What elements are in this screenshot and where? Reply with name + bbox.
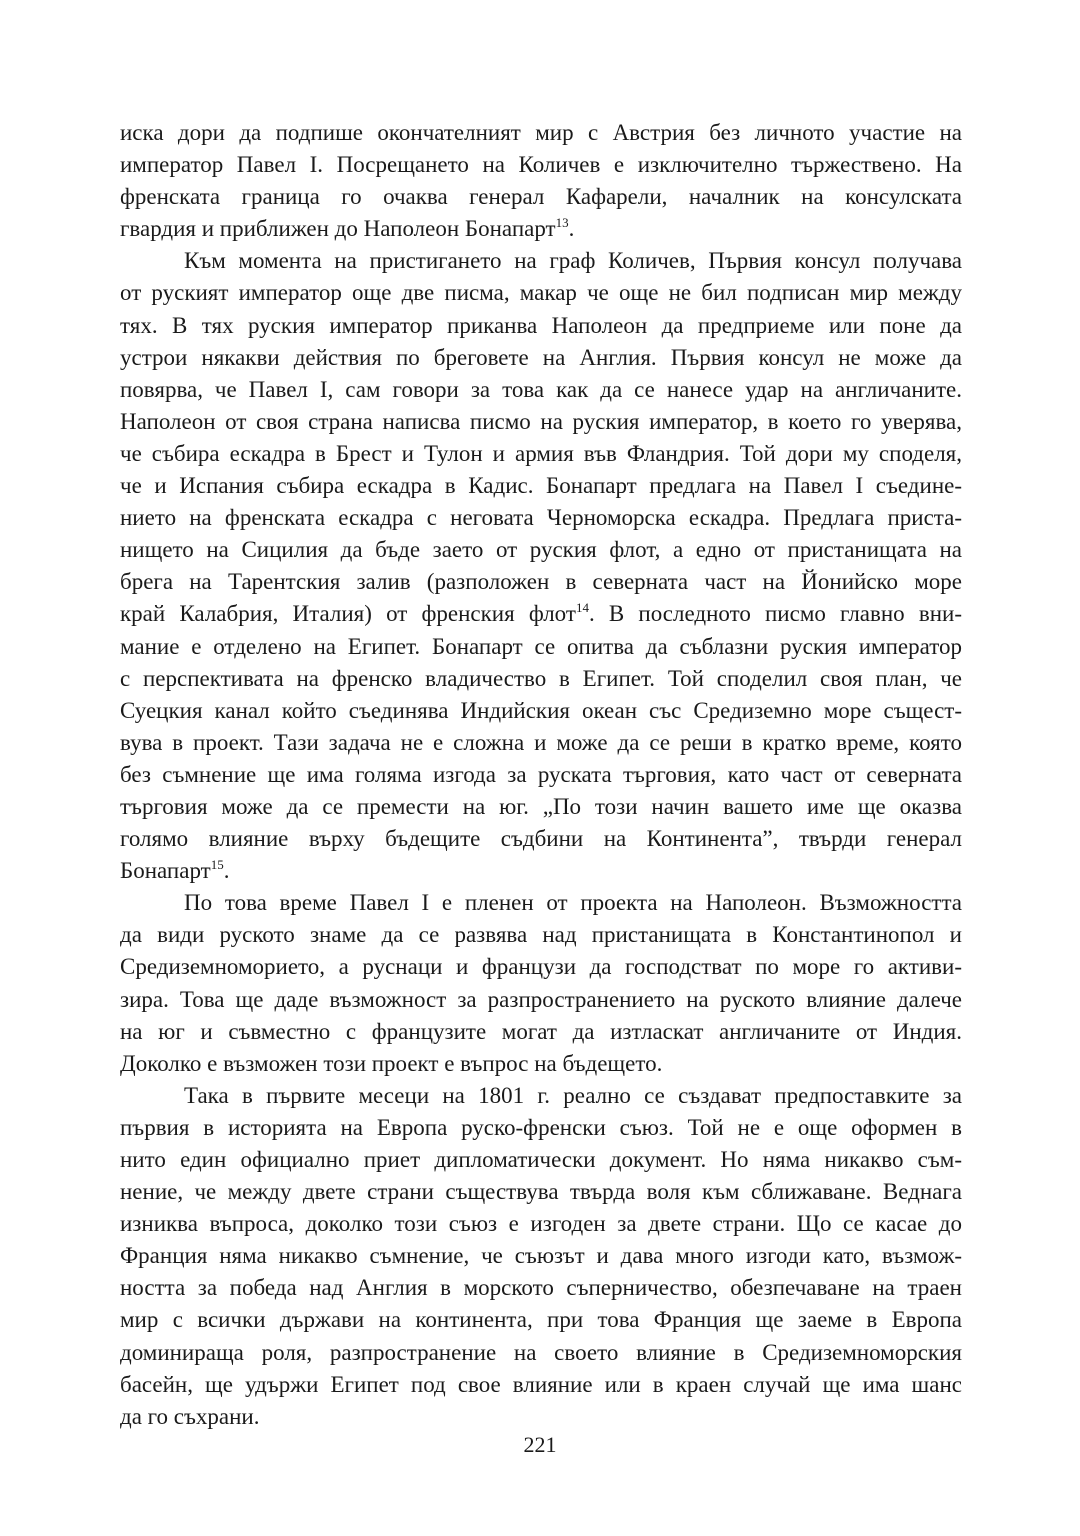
- line-text: иска дори да подпише окончателният мир с Австрия без личното участие на: [120, 120, 962, 145]
- line-text: да види руското знаме да се развява над пристанищата в Константинопол и: [120, 922, 962, 948]
- text-line: [120, 984, 962, 1016]
- line-text: търговия може да се премести на юг. „По този начин вашето име ще оказва: [120, 793, 962, 819]
- text-line: [120, 1401, 962, 1433]
- text-line: [120, 1208, 962, 1240]
- paragraph: [120, 117, 962, 245]
- text-line: [120, 310, 962, 342]
- line-text: нение, че между двете страни съществува твърда воля към сближаване. Веднага: [120, 1179, 962, 1205]
- footnote-ref: 15: [210, 857, 224, 873]
- footnote-ref: 13: [555, 215, 569, 231]
- text-line: [120, 502, 962, 534]
- line-text: император Павел I. Посрещането на Количев е изключително тържествено. На: [120, 152, 962, 178]
- text-line: [120, 887, 962, 919]
- line-text: от руският император още две писма, макар че още не бил подписан мир между: [120, 280, 962, 306]
- line-text: край Калабрия, Италия) от френския флот: [120, 601, 576, 627]
- line-text: зира. Това ще даде възможност за разпространението на руското влияние далече: [120, 986, 962, 1012]
- text-line: [120, 951, 962, 983]
- line-text: Доколко е възможен този проект е въпрос на бъдещето.: [120, 1050, 663, 1076]
- text-line: [120, 470, 962, 502]
- paragraph: [120, 245, 962, 887]
- text-line: [120, 1048, 962, 1080]
- line-text: Франция няма никакво съмнение, че съюзът и дава много изгоди като, възмож-: [120, 1243, 962, 1269]
- text-line: [120, 823, 962, 855]
- line-text: Така в първите месеци на 1801 г. реално се създават предпоставките за: [184, 1082, 962, 1108]
- line-text: мание е отделено на Египет. Бонапарт се опитва да съблазни руския император: [120, 633, 962, 659]
- line-text: басейн, ще удържи Египет под свое влияние или в краен случай ще има шанс: [120, 1371, 962, 1397]
- line-text: Средиземноморието, а руснаци и французи да господстват по море го активи-: [120, 954, 962, 980]
- line-text: нието на френската ескадра с неговата Черноморска ескадра. Предлага приста-: [120, 505, 962, 531]
- text-line: [120, 919, 962, 951]
- line-text-tail: .: [223, 858, 230, 884]
- text-line: [120, 374, 962, 406]
- text-line: [120, 695, 962, 727]
- text-line: [120, 855, 962, 887]
- line-text: на юг и съвместно с французите могат да изтласкат англичаните от Индия.: [120, 1018, 962, 1044]
- line-text-tail: . В последното писмо главно вни-: [588, 601, 962, 627]
- line-text: Суецкия канал който съединява Индийския океан със Средиземно море същест-: [120, 697, 962, 723]
- text-line: [120, 791, 962, 823]
- text-line: [120, 117, 962, 149]
- text-line: [120, 1337, 962, 1369]
- text-line: [120, 438, 962, 470]
- line-text: че събира ескадра в Брест и Тулон и армия във Фландрия. Той дори му споделя,: [120, 440, 962, 466]
- line-text: Бонапарт: [120, 858, 211, 884]
- text-line: [120, 631, 962, 663]
- text-line: [120, 1369, 962, 1401]
- line-text: Наполеон от своя страна написва писмо на руския император, в което го уверява,: [120, 408, 962, 434]
- line-text: повярва, че Павел I, сам говори за това как да се нанесе удар на англичаните.: [120, 376, 962, 402]
- line-text: първия в историята на Европа руско-френски съюз. Той не е още оформен в: [120, 1114, 962, 1140]
- line-text: доминираща роля, разпространение на своето влияние в Средиземноморския: [120, 1339, 962, 1365]
- line-text: Към момента на пристигането на граф Количев, Първия консул получава: [184, 248, 962, 274]
- text-line: [120, 663, 962, 695]
- line-text: мир с всички държави на континента, при това Франция ще заеме в Европа: [120, 1307, 962, 1333]
- text-line: [120, 759, 962, 791]
- line-text: гвардия и приближен до Наполеон Бонапарт: [120, 216, 556, 242]
- line-text: брега на Тарентския залив (разположен в северната част на Йонийско море: [120, 569, 962, 595]
- text-line: [120, 727, 962, 759]
- paragraph: [120, 887, 962, 1080]
- line-text: изниква въпроса, доколко този съюз е изгоден за двете страни. Що се касае до: [120, 1211, 962, 1237]
- text-line: [120, 566, 962, 598]
- line-text-tail: .: [568, 216, 575, 242]
- text-line: [120, 181, 962, 213]
- text-line: [120, 534, 962, 566]
- line-text: с перспективата на френско владичество в Египет. Той споделил своя план, че: [120, 665, 962, 691]
- text-line: [120, 598, 962, 630]
- text-line: [120, 1272, 962, 1304]
- line-text: да го съхрани.: [120, 1403, 260, 1429]
- text-line: [120, 342, 962, 374]
- line-text: френската граница го очаква генерал Кафарели, началник на консулската: [120, 184, 962, 210]
- line-text: тях. В тях руския император приканва Наполеон да предприеме или поне да: [120, 312, 962, 338]
- text-line: [120, 213, 962, 245]
- text-line: [120, 1240, 962, 1272]
- text-line: [120, 406, 962, 438]
- line-text: голямо влияние върху бъдещите съдбини на Континента”, твърди генерал: [120, 826, 962, 852]
- line-text: вува в проект. Тази задача не е сложна и може да се реши в кратко време, която: [120, 729, 962, 755]
- line-text: По това време Павел I е пленен от проекта на Наполеон. Възможността: [184, 890, 962, 916]
- text-line: [120, 1016, 962, 1048]
- footnote-ref: 14: [575, 600, 589, 616]
- line-text: устрои някакви действия по бреговете на Англия. Първия консул не може да: [120, 344, 962, 370]
- line-text: ността за победа над Англия в морското съперничество, обезпечаване на траен: [120, 1275, 962, 1301]
- line-text: нито един официално приет дипломатически документ. Но няма никакво съм-: [120, 1147, 962, 1172]
- paragraph: [120, 1080, 962, 1433]
- line-text: че и Испания събира ескадра в Кадис. Бонапарт предлага на Павел I съедине-: [120, 473, 962, 499]
- text-line: [120, 1304, 962, 1336]
- line-text: без съмнение ще има голяма изгода за руската търговия, като част от северната: [120, 761, 962, 787]
- page-number: 221: [523, 1432, 557, 1457]
- text-line: [120, 149, 962, 181]
- text-line: [120, 277, 962, 309]
- text-line: [120, 1112, 962, 1144]
- page-body: [120, 117, 962, 1433]
- text-line: [120, 1080, 962, 1112]
- text-line: [120, 245, 962, 277]
- text-line: [120, 1176, 962, 1208]
- text-line: [120, 1144, 962, 1176]
- line-text: нището на Сицилия да бъде заето от руския флот, а едно от пристанищата на: [120, 537, 962, 563]
